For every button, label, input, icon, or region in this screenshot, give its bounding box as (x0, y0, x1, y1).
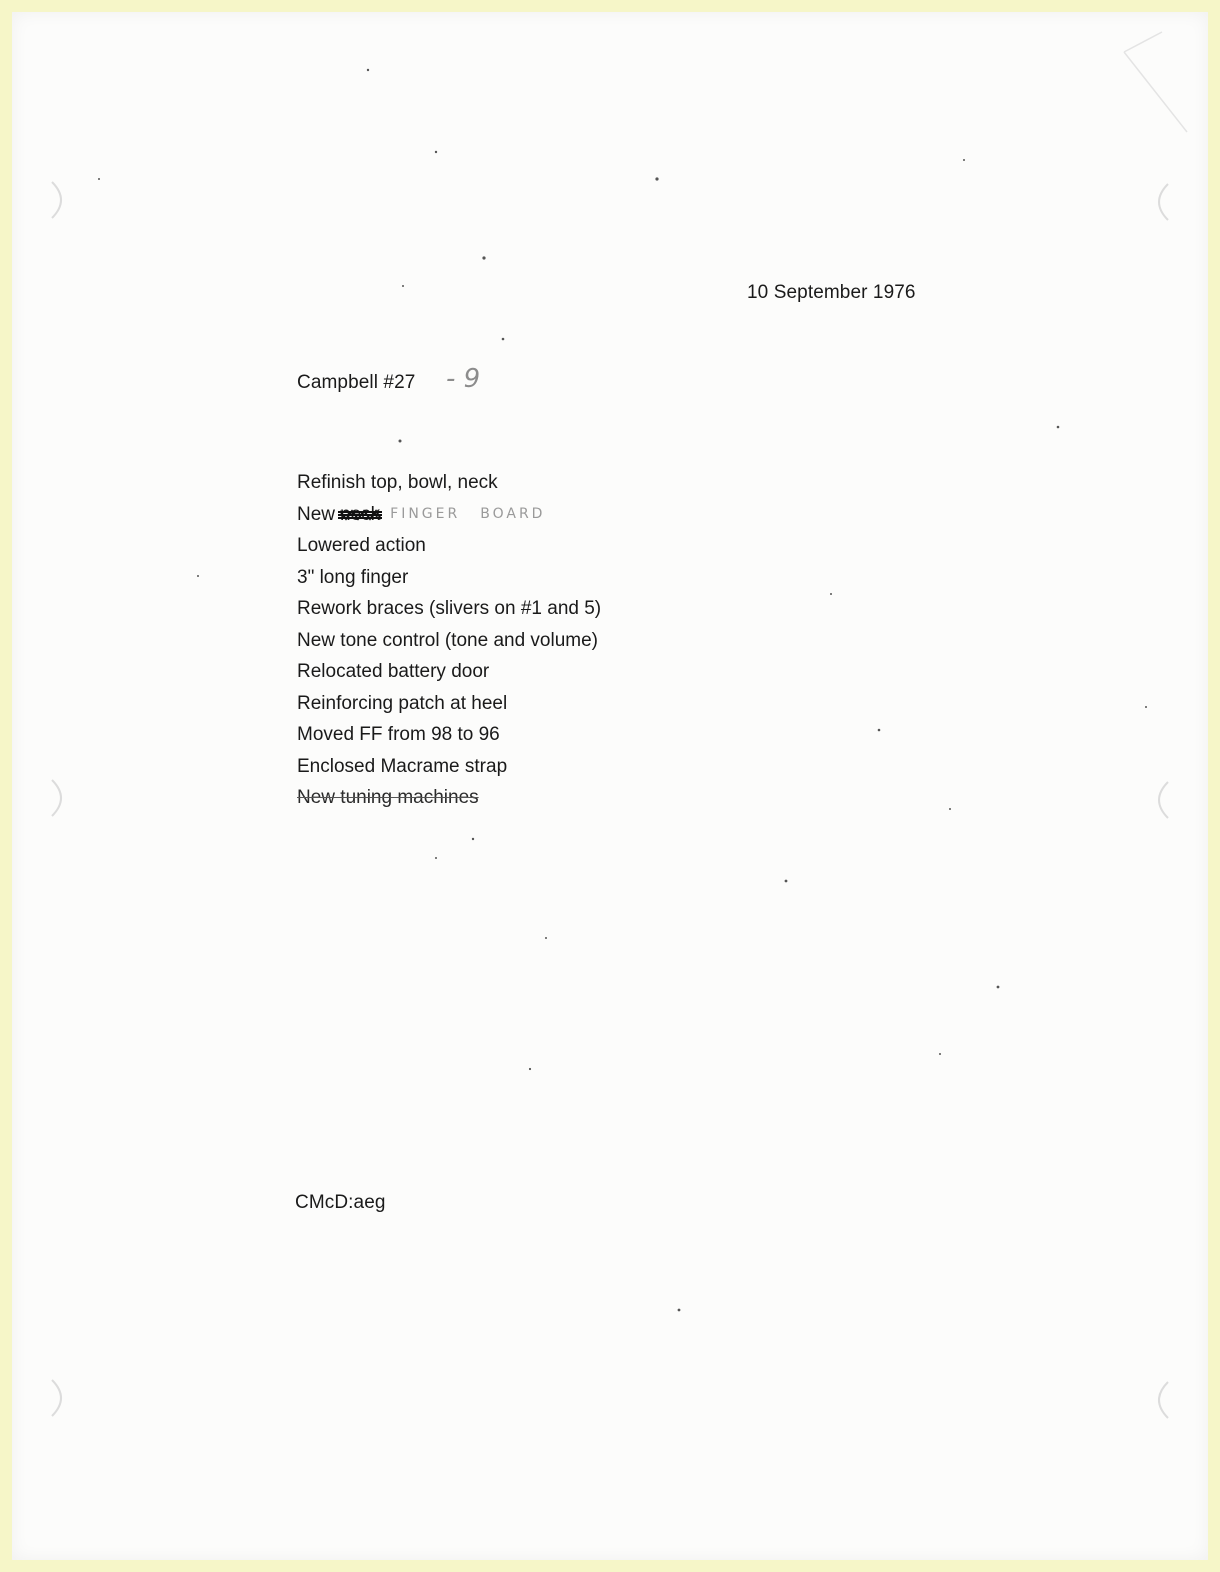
punch-hole-right-middle (1159, 782, 1168, 818)
handwritten-insert (390, 506, 545, 522)
item-text: New tone control (tone and volume) (297, 629, 598, 651)
list-item (297, 688, 601, 720)
list-item (297, 562, 601, 594)
document-page (12, 12, 1208, 1560)
item-text: Enclosed Macrame strap (297, 755, 508, 777)
typist-initials: CMcD:aeg (295, 1192, 386, 1213)
work-list (297, 467, 601, 814)
list-item (297, 467, 601, 499)
paper-specks (98, 69, 1147, 1312)
crossed-out-word (340, 499, 380, 531)
letter-date: 10 September 1976 (747, 282, 916, 303)
item-text: Relocated battery door (297, 661, 490, 682)
punch-hole-right-bottom (1159, 1382, 1168, 1418)
item-text: Reinforcing patch at heel (297, 692, 508, 714)
item-text: Lowered action (297, 535, 426, 556)
list-item (297, 499, 601, 531)
paper-decorations (12, 12, 1208, 1560)
punch-hole-left-bottom (52, 1380, 61, 1416)
scribble-out-mark (338, 509, 382, 521)
list-item (297, 593, 601, 625)
crossed-out-text: neck (340, 503, 381, 525)
item-text: Moved FF from 98 to 96 (297, 724, 500, 745)
list-item (297, 625, 601, 657)
punch-hole-left-top (52, 182, 61, 218)
list-item (297, 719, 601, 751)
handwritten-insert-word-1: FINGER (390, 505, 461, 522)
handwritten-insert-word-2: BOARD (480, 505, 546, 522)
item-text: 3" long finger (297, 566, 409, 588)
list-item (297, 782, 601, 814)
item-text: Rework braces (slivers on #1 and 5) (297, 598, 602, 619)
punch-hole-right-top (1159, 184, 1168, 220)
item-prefix: New (297, 503, 336, 525)
list-item (297, 530, 601, 562)
item-text: Refinish top, bowl, neck (297, 472, 498, 493)
list-item (297, 751, 601, 783)
document-heading: Campbell #27 (297, 372, 416, 393)
punch-hole-left-middle (52, 780, 61, 816)
list-item (297, 656, 601, 688)
struck-item-text: New tuning machines (297, 787, 479, 808)
handwritten-number-suffix: - 9 (446, 364, 481, 394)
corner-crease (1124, 32, 1187, 132)
